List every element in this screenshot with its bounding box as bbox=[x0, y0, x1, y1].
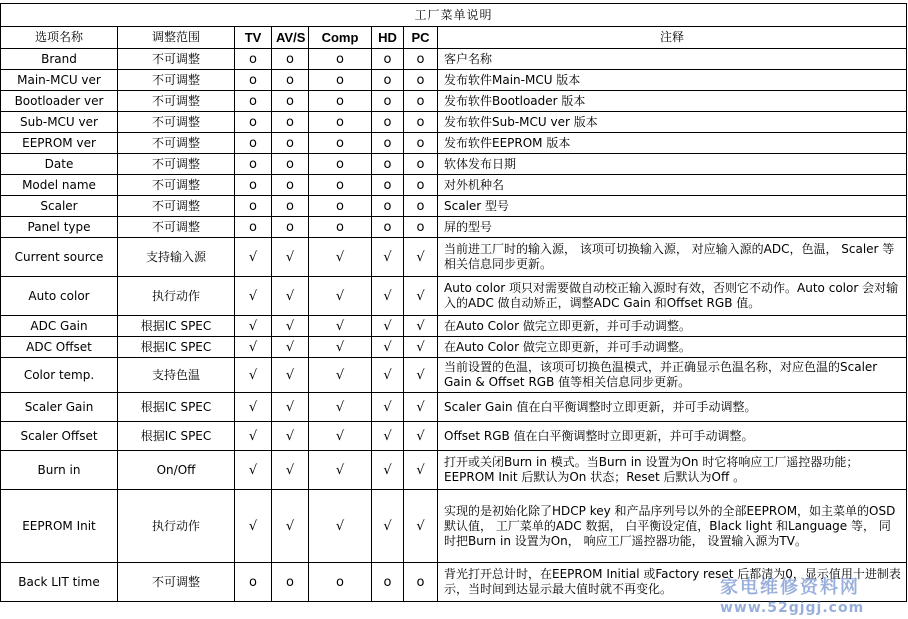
cell-avs-mark: o bbox=[272, 217, 309, 238]
cell-comp-mark: o bbox=[309, 154, 372, 175]
cell-comp-mark: √ bbox=[309, 238, 372, 277]
cell-range: 根据IC SPEC bbox=[118, 393, 235, 422]
cell-range: 不可调整 bbox=[118, 91, 235, 112]
table-row bbox=[1, 316, 907, 337]
cell-range: 不可调整 bbox=[118, 154, 235, 175]
header-note: 注释 bbox=[438, 27, 907, 49]
cell-hd-mark: √ bbox=[372, 238, 404, 277]
cell-range: 根据IC SPEC bbox=[118, 422, 235, 451]
cell-range: 不可调整 bbox=[118, 112, 235, 133]
cell-hd-mark: o bbox=[372, 217, 404, 238]
watermark-text: 家电维修资料网 bbox=[720, 577, 860, 598]
cell-avs-mark: o bbox=[272, 563, 309, 602]
table-row bbox=[1, 133, 907, 154]
cell-pc-mark: √ bbox=[404, 393, 438, 422]
cell-avs-mark: √ bbox=[272, 277, 309, 316]
cell-item-name: ADC Offset bbox=[1, 337, 118, 358]
cell-comp-mark: √ bbox=[309, 337, 372, 358]
table-row bbox=[1, 337, 907, 358]
cell-avs-mark: √ bbox=[272, 451, 309, 490]
cell-avs-mark: o bbox=[272, 196, 309, 217]
cell-pc-mark: o bbox=[404, 70, 438, 91]
watermark-url: www.52gjgj.com bbox=[720, 600, 865, 616]
cell-hd-mark: o bbox=[372, 133, 404, 154]
cell-note: 实现的是初始化除了HDCP key 和产品序列号以外的全部EEPROM，如主菜单的OSD 默认值， 工厂菜单的ADC 数据， 白平衡设定值，Black light 和Language 等， 同时把Burn in 设置为On， 响应工厂遥控器功能， 设置输入源为TV。 bbox=[438, 490, 907, 563]
cell-range: 根据IC SPEC bbox=[118, 337, 235, 358]
header-item-name: 选项名称 bbox=[1, 27, 118, 49]
cell-comp-mark: √ bbox=[309, 422, 372, 451]
cell-comp-mark: o bbox=[309, 70, 372, 91]
table-row bbox=[1, 49, 907, 70]
cell-range: 不可调整 bbox=[118, 175, 235, 196]
header-pc: PC bbox=[404, 27, 438, 49]
cell-tv-mark: √ bbox=[235, 393, 272, 422]
cell-note: 当前设置的色温，该项可切换色温模式，并正确显示色温名称，对应色温的Scaler Gain & Offset RGB 值等相关信息同步更新。 bbox=[438, 358, 907, 393]
cell-range: 支持色温 bbox=[118, 358, 235, 393]
cell-item-name: Sub-MCU ver bbox=[1, 112, 118, 133]
header-range: 调整范围 bbox=[118, 27, 235, 49]
cell-pc-mark: √ bbox=[404, 490, 438, 563]
cell-avs-mark: o bbox=[272, 175, 309, 196]
cell-comp-mark: √ bbox=[309, 316, 372, 337]
cell-hd-mark: √ bbox=[372, 422, 404, 451]
cell-note: 背光打开总计时，在EEPROM Initial 或Factory reset 后都清为0，显示值用十进制表示，当时间到达显示最大值时就不再变化。 bbox=[438, 563, 907, 602]
cell-hd-mark: √ bbox=[372, 490, 404, 563]
cell-pc-mark: √ bbox=[404, 316, 438, 337]
header-hd: HD bbox=[372, 27, 404, 49]
cell-tv-mark: √ bbox=[235, 277, 272, 316]
cell-item-name: Main-MCU ver bbox=[1, 70, 118, 91]
table-title: 工厂菜单说明 bbox=[1, 4, 907, 27]
cell-pc-mark: √ bbox=[404, 358, 438, 393]
cell-hd-mark: √ bbox=[372, 337, 404, 358]
cell-pc-mark: o bbox=[404, 196, 438, 217]
cell-note: 软体发布日期 bbox=[438, 154, 907, 175]
cell-item-name: Burn in bbox=[1, 451, 118, 490]
cell-hd-mark: √ bbox=[372, 277, 404, 316]
cell-comp-mark: o bbox=[309, 563, 372, 602]
cell-tv-mark: o bbox=[235, 112, 272, 133]
cell-hd-mark: o bbox=[372, 49, 404, 70]
cell-range: 不可调整 bbox=[118, 70, 235, 91]
cell-hd-mark: o bbox=[372, 175, 404, 196]
cell-item-name: Current source bbox=[1, 238, 118, 277]
cell-comp-mark: √ bbox=[309, 393, 372, 422]
cell-hd-mark: √ bbox=[372, 358, 404, 393]
cell-note: Offset RGB 值在白平衡调整时立即更新，并可手动调整。 bbox=[438, 422, 907, 451]
cell-pc-mark: o bbox=[404, 217, 438, 238]
cell-note: 当前进工厂时的输入源， 该项可切换输入源， 对应输入源的ADC，色温， Scaler 等相关信息同步更新。 bbox=[438, 238, 907, 277]
cell-hd-mark: o bbox=[372, 112, 404, 133]
cell-tv-mark: o bbox=[235, 217, 272, 238]
cell-pc-mark: o bbox=[404, 133, 438, 154]
cell-range: 不可调整 bbox=[118, 49, 235, 70]
cell-note: 在Auto Color 做完立即更新，并可手动调整。 bbox=[438, 316, 907, 337]
cell-tv-mark: o bbox=[235, 133, 272, 154]
cell-hd-mark: o bbox=[372, 154, 404, 175]
cell-tv-mark: √ bbox=[235, 490, 272, 563]
header-avs: AV/S bbox=[272, 27, 309, 49]
cell-pc-mark: o bbox=[404, 154, 438, 175]
header-tv: TV bbox=[235, 27, 272, 49]
cell-avs-mark: √ bbox=[272, 393, 309, 422]
cell-note: 发布软件Main-MCU 版本 bbox=[438, 70, 907, 91]
cell-avs-mark: o bbox=[272, 49, 309, 70]
cell-avs-mark: o bbox=[272, 154, 309, 175]
cell-item-name: Scaler Gain bbox=[1, 393, 118, 422]
cell-tv-mark: o bbox=[235, 154, 272, 175]
cell-avs-mark: √ bbox=[272, 316, 309, 337]
cell-comp-mark: o bbox=[309, 49, 372, 70]
table-row bbox=[1, 217, 907, 238]
cell-note: 对外机种名 bbox=[438, 175, 907, 196]
cell-item-name: Auto color bbox=[1, 277, 118, 316]
cell-tv-mark: √ bbox=[235, 316, 272, 337]
table-row bbox=[1, 91, 907, 112]
cell-range: On/Off bbox=[118, 451, 235, 490]
cell-avs-mark: √ bbox=[272, 337, 309, 358]
cell-hd-mark: o bbox=[372, 70, 404, 91]
table-row bbox=[1, 358, 907, 393]
cell-range: 执行动作 bbox=[118, 277, 235, 316]
table-row bbox=[1, 175, 907, 196]
cell-item-name: Color temp. bbox=[1, 358, 118, 393]
table-row bbox=[1, 563, 907, 602]
cell-tv-mark: o bbox=[235, 196, 272, 217]
cell-item-name: Scaler Offset bbox=[1, 422, 118, 451]
cell-note: 屏的型号 bbox=[438, 217, 907, 238]
cell-tv-mark: √ bbox=[235, 422, 272, 451]
cell-note: 在Auto Color 做完立即更新，并可手动调整。 bbox=[438, 337, 907, 358]
cell-pc-mark: o bbox=[404, 91, 438, 112]
cell-range: 不可调整 bbox=[118, 196, 235, 217]
table-row bbox=[1, 196, 907, 217]
cell-item-name: Model name bbox=[1, 175, 118, 196]
cell-avs-mark: √ bbox=[272, 358, 309, 393]
cell-item-name: Scaler bbox=[1, 196, 118, 217]
cell-avs-mark: o bbox=[272, 70, 309, 91]
cell-comp-mark: o bbox=[309, 175, 372, 196]
cell-comp-mark: o bbox=[309, 196, 372, 217]
table-row bbox=[1, 451, 907, 490]
cell-tv-mark: √ bbox=[235, 337, 272, 358]
cell-note: 打开或关闭Burn in 模式。当Burn in 设置为On 时它将响应工厂遥控器功能；EEPROM Init 后默认为On 状态；Reset 后默认为Off 。 bbox=[438, 451, 907, 490]
cell-avs-mark: o bbox=[272, 133, 309, 154]
cell-tv-mark: o bbox=[235, 70, 272, 91]
table-row bbox=[1, 277, 907, 316]
header-comp: Comp bbox=[309, 27, 372, 49]
cell-pc-mark: √ bbox=[404, 451, 438, 490]
cell-item-name: EEPROM ver bbox=[1, 133, 118, 154]
cell-hd-mark: o bbox=[372, 91, 404, 112]
cell-tv-mark: o bbox=[235, 49, 272, 70]
cell-range: 不可调整 bbox=[118, 133, 235, 154]
table-row bbox=[1, 422, 907, 451]
cell-pc-mark: o bbox=[404, 112, 438, 133]
cell-note: 发布软件Sub-MCU ver 版本 bbox=[438, 112, 907, 133]
cell-tv-mark: o bbox=[235, 175, 272, 196]
cell-pc-mark: √ bbox=[404, 422, 438, 451]
cell-range: 不可调整 bbox=[118, 563, 235, 602]
table-row bbox=[1, 238, 907, 277]
cell-comp-mark: √ bbox=[309, 451, 372, 490]
cell-tv-mark: o bbox=[235, 563, 272, 602]
cell-hd-mark: o bbox=[372, 563, 404, 602]
cell-item-name: Date bbox=[1, 154, 118, 175]
cell-comp-mark: √ bbox=[309, 358, 372, 393]
cell-item-name: EEPROM Init bbox=[1, 490, 118, 563]
cell-hd-mark: √ bbox=[372, 316, 404, 337]
cell-note: 客户名称 bbox=[438, 49, 907, 70]
cell-comp-mark: o bbox=[309, 112, 372, 133]
factory-menu-table bbox=[0, 3, 907, 602]
header-row bbox=[1, 27, 907, 49]
table-row bbox=[1, 112, 907, 133]
cell-range: 根据IC SPEC bbox=[118, 316, 235, 337]
cell-item-name: Bootloader ver bbox=[1, 91, 118, 112]
cell-pc-mark: √ bbox=[404, 337, 438, 358]
cell-range: 不可调整 bbox=[118, 217, 235, 238]
cell-avs-mark: √ bbox=[272, 490, 309, 563]
cell-pc-mark: o bbox=[404, 563, 438, 602]
cell-item-name: Brand bbox=[1, 49, 118, 70]
cell-comp-mark: o bbox=[309, 133, 372, 154]
cell-range: 执行动作 bbox=[118, 490, 235, 563]
cell-range: 支持输入源 bbox=[118, 238, 235, 277]
cell-avs-mark: √ bbox=[272, 238, 309, 277]
cell-pc-mark: √ bbox=[404, 238, 438, 277]
cell-comp-mark: o bbox=[309, 217, 372, 238]
table-row bbox=[1, 70, 907, 91]
cell-note: 发布软件Bootloader 版本 bbox=[438, 91, 907, 112]
table-body bbox=[1, 49, 907, 602]
table-row bbox=[1, 490, 907, 563]
cell-note: 发布软件EEPROM 版本 bbox=[438, 133, 907, 154]
cell-avs-mark: o bbox=[272, 112, 309, 133]
cell-avs-mark: o bbox=[272, 91, 309, 112]
table-row bbox=[1, 393, 907, 422]
cell-item-name: Back LIT time bbox=[1, 563, 118, 602]
cell-hd-mark: o bbox=[372, 196, 404, 217]
table-row bbox=[1, 154, 907, 175]
cell-item-name: ADC Gain bbox=[1, 316, 118, 337]
cell-item-name: Panel type bbox=[1, 217, 118, 238]
cell-hd-mark: √ bbox=[372, 451, 404, 490]
cell-tv-mark: √ bbox=[235, 451, 272, 490]
cell-pc-mark: o bbox=[404, 49, 438, 70]
cell-tv-mark: √ bbox=[235, 358, 272, 393]
cell-note: Scaler Gain 值在白平衡调整时立即更新，并可手动调整。 bbox=[438, 393, 907, 422]
cell-tv-mark: √ bbox=[235, 238, 272, 277]
cell-avs-mark: √ bbox=[272, 422, 309, 451]
cell-comp-mark: o bbox=[309, 91, 372, 112]
cell-note: Auto color 项只对需要做自动校正输入源时有效，否则它不动作。Auto color 会对输入的ADC 做自动矫正，调整ADC Gain 和Offset RGB 值。 bbox=[438, 277, 907, 316]
cell-pc-mark: o bbox=[404, 175, 438, 196]
cell-comp-mark: √ bbox=[309, 277, 372, 316]
cell-hd-mark: √ bbox=[372, 393, 404, 422]
cell-tv-mark: o bbox=[235, 91, 272, 112]
cell-comp-mark: √ bbox=[309, 490, 372, 563]
cell-pc-mark: √ bbox=[404, 277, 438, 316]
cell-note: Scaler 型号 bbox=[438, 196, 907, 217]
